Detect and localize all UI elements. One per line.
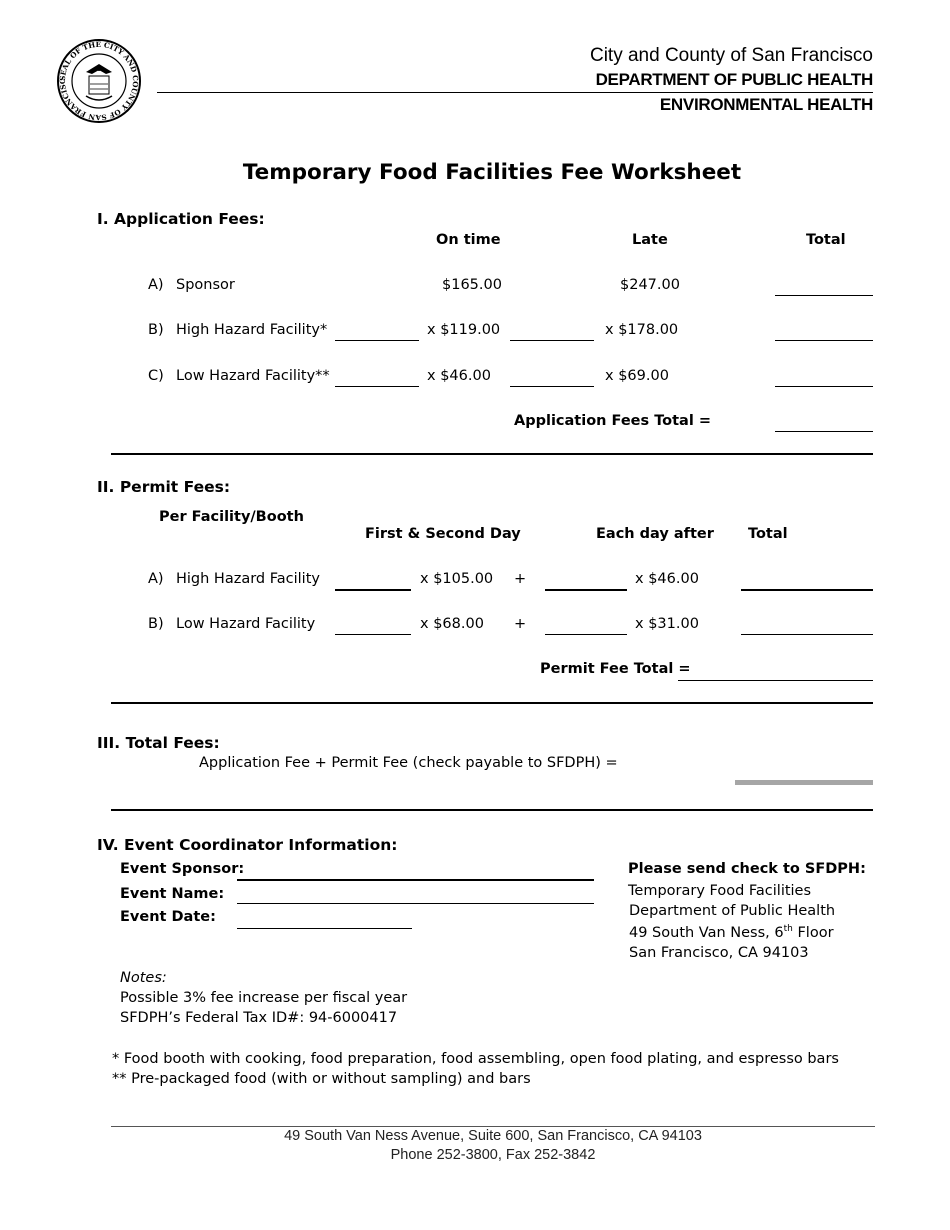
col-ontime-header: On time	[436, 232, 501, 248]
row-label-sponsor: Sponsor	[176, 277, 235, 293]
section4-heading: IV. Event Coordinator Information:	[97, 836, 398, 854]
footnote-2: ** Pre-packaged food (with or without sampling) and bars	[112, 1071, 531, 1087]
low-hazard-ontime-qty-field[interactable]	[335, 386, 419, 387]
per-facility-label: Per Facility/Booth	[159, 509, 304, 525]
row-letter: A)	[148, 571, 164, 587]
high-hazard-late-fee: x $178.00	[605, 322, 679, 338]
plus-sign: +	[514, 616, 527, 632]
footer-rule	[111, 1126, 875, 1127]
page-title: Temporary Food Facilities Fee Worksheet	[242, 160, 742, 185]
notes-line-1: Possible 3% fee increase per fiscal year	[120, 990, 408, 1006]
header-dept: DEPARTMENT OF PUBLIC HEALTH	[595, 70, 873, 89]
row-label-low-hazard: Low Hazard Facility**	[176, 368, 330, 384]
low-hazard-total-field[interactable]	[775, 386, 873, 387]
col-late-header: Late	[632, 232, 668, 248]
event-name-label: Event Name:	[120, 886, 225, 902]
col-total-header: Total	[806, 232, 846, 248]
plus-sign: +	[514, 571, 527, 587]
row-label-high-hazard: High Hazard Facility*	[176, 322, 328, 338]
footnote-1: * Food booth with cooking, food preparation, food assembling, open food plating, and espresso bars	[112, 1051, 839, 1067]
section-divider	[111, 702, 873, 704]
total-fees-field[interactable]	[735, 780, 873, 785]
row-letter: B)	[148, 616, 164, 632]
permit-low-total-field[interactable]	[741, 634, 873, 635]
event-name-field[interactable]	[237, 903, 594, 904]
col-permit-total-header: Total	[748, 526, 788, 542]
section-divider	[111, 453, 873, 455]
permit-high-total-field[interactable]	[741, 589, 873, 591]
row-letter: C)	[148, 368, 164, 384]
high-hazard-late-qty-field[interactable]	[510, 340, 594, 341]
notes-line-2: SFDPH’s Federal Tax ID#: 94-6000417	[120, 1010, 398, 1026]
sponsor-total-field[interactable]	[775, 295, 873, 296]
application-fees-total-label: Application Fees Total =	[514, 413, 712, 429]
event-sponsor-field[interactable]	[237, 879, 594, 881]
section2-heading: II. Permit Fees:	[97, 478, 231, 496]
application-fees-total-field[interactable]	[775, 431, 873, 432]
header-city: City and County of San Francisco	[589, 45, 873, 66]
permit-low-after-qty-field[interactable]	[545, 634, 627, 635]
permit-low-first-fee: x $68.00	[420, 616, 484, 632]
row-letter: A)	[148, 277, 164, 293]
permit-label-low-hazard: Low Hazard Facility	[176, 616, 316, 632]
event-date-field[interactable]	[237, 928, 412, 929]
section3-heading: III. Total Fees:	[97, 734, 220, 752]
permit-high-after-qty-field[interactable]	[545, 589, 627, 591]
sponsor-late-fee: $247.00	[620, 277, 680, 293]
send-city: San Francisco, CA 94103	[629, 945, 809, 961]
permit-high-first-fee: x $105.00	[420, 571, 494, 587]
send-line-2: Department of Public Health	[629, 903, 836, 919]
section-divider	[111, 809, 873, 811]
col-first-second-header: First & Second Day	[365, 526, 521, 542]
permit-label-high-hazard: High Hazard Facility	[176, 571, 320, 587]
city-seal	[56, 38, 142, 124]
sponsor-ontime-fee: $165.00	[442, 277, 502, 293]
send-street: 49 South Van Ness, 6th Floor	[629, 924, 834, 941]
permit-high-after-fee: x $46.00	[635, 571, 699, 587]
low-hazard-late-fee: x $69.00	[605, 368, 669, 384]
seal-text: SEAL OF THE CITY AND COUNTY OF SAN FRANCISC	[57, 39, 141, 123]
total-fees-formula: Application Fee + Permit Fee (check payable to SFDPH) =	[199, 755, 618, 771]
high-hazard-ontime-fee: x $119.00	[427, 322, 501, 338]
header-division: ENVIRONMENTAL HEALTH	[659, 95, 873, 114]
footer-address: 49 South Van Ness Avenue, Suite 600, San Francisco, CA 94103	[284, 1128, 702, 1144]
permit-fee-total-label: Permit Fee Total =	[540, 661, 691, 677]
permit-fee-total-field[interactable]	[678, 680, 873, 681]
send-check-heading: Please send check to SFDPH:	[628, 861, 866, 877]
section1-heading: I. Application Fees:	[97, 210, 265, 228]
notes-label: Notes:	[120, 970, 167, 986]
send-line-1: Temporary Food Facilities	[628, 883, 812, 899]
row-letter: B)	[148, 322, 164, 338]
permit-low-first-qty-field[interactable]	[335, 634, 411, 635]
high-hazard-ontime-qty-field[interactable]	[335, 340, 419, 341]
header-rule	[157, 92, 873, 93]
footer-phone: Phone 252-3800, Fax 252-3842	[390, 1147, 596, 1163]
high-hazard-total-field[interactable]	[775, 340, 873, 341]
low-hazard-late-qty-field[interactable]	[510, 386, 594, 387]
permit-low-after-fee: x $31.00	[635, 616, 699, 632]
event-sponsor-label: Event Sponsor:	[120, 861, 245, 877]
col-each-day-after-header: Each day after	[596, 526, 714, 542]
permit-high-first-qty-field[interactable]	[335, 589, 411, 591]
event-date-label: Event Date:	[120, 909, 216, 925]
low-hazard-ontime-fee: x $46.00	[427, 368, 491, 384]
